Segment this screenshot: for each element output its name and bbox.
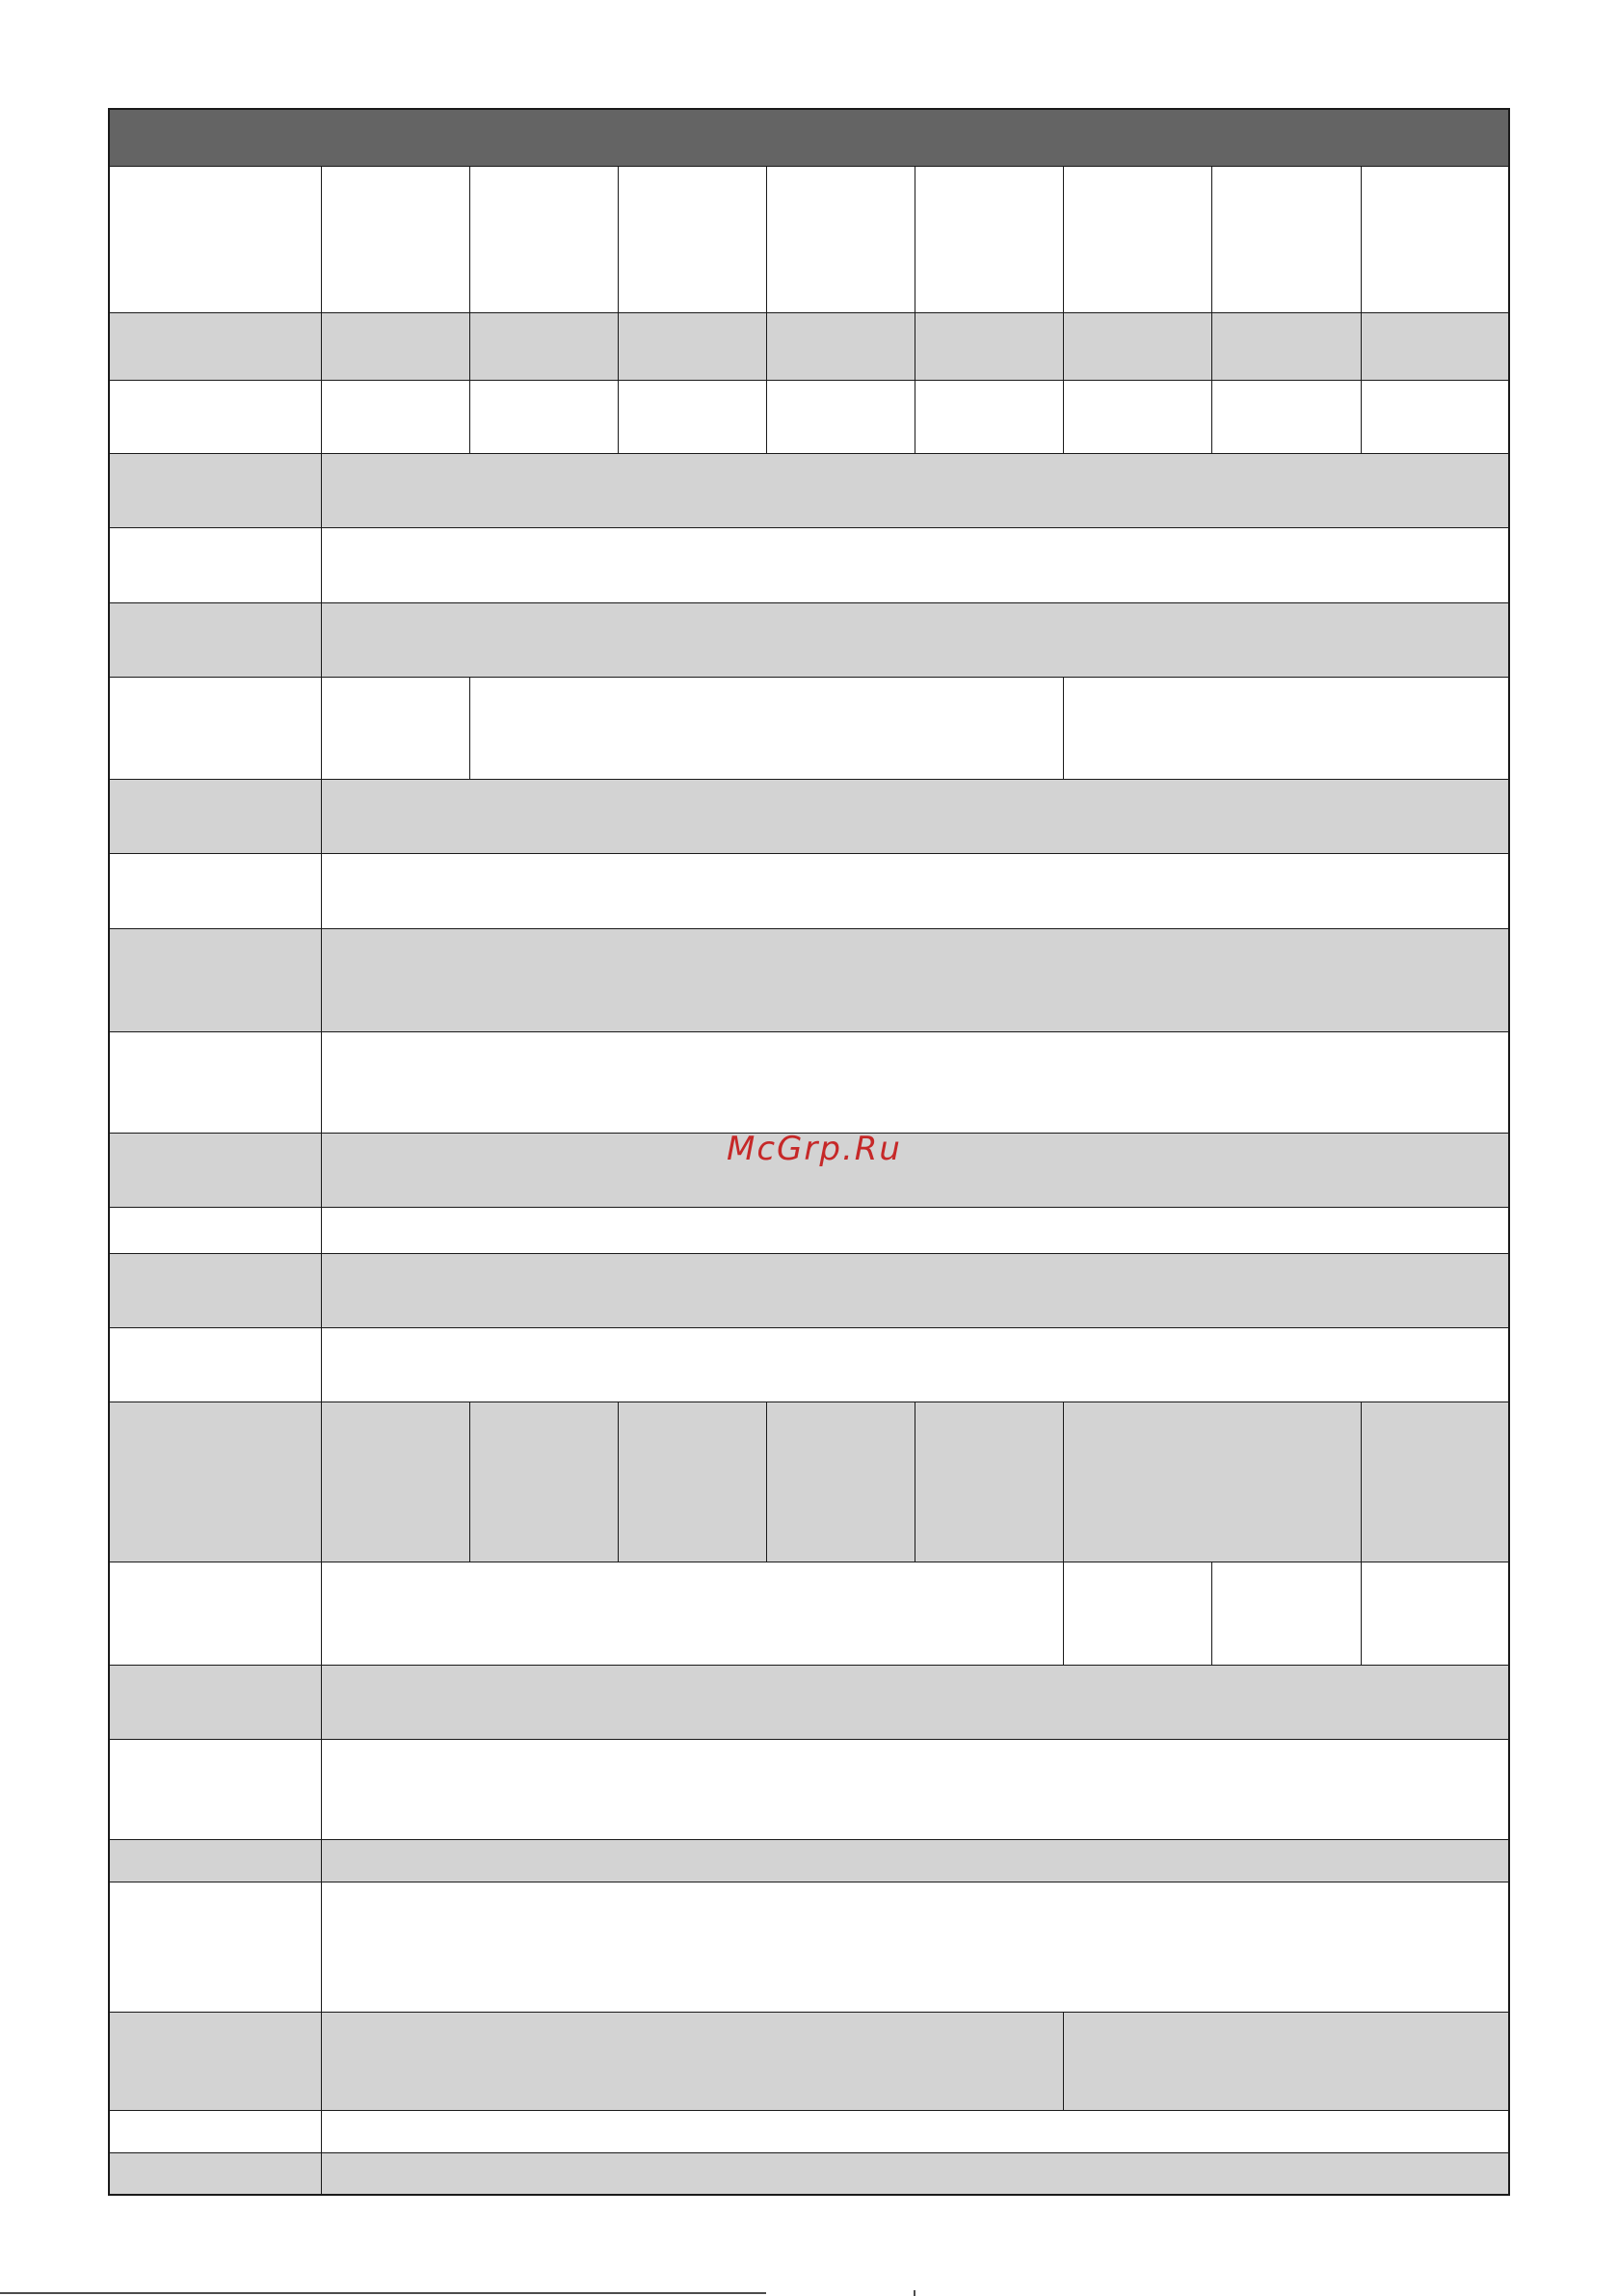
row-label-cell [108, 1739, 322, 1840]
table-cell [1211, 1562, 1362, 1666]
table-cell [321, 1882, 1510, 2013]
table-cell [766, 312, 915, 381]
table-cell [321, 779, 1510, 854]
row-label-cell [108, 928, 322, 1032]
table-cell [915, 1402, 1064, 1562]
row-label-cell [108, 1327, 322, 1402]
row-label-cell [108, 853, 322, 929]
table-cell [469, 1402, 619, 1562]
table-cell [469, 166, 619, 313]
table-cell [321, 1327, 1510, 1402]
table-cell [1063, 677, 1510, 780]
row-label-cell [108, 677, 322, 780]
table-cell [618, 1402, 767, 1562]
table-cell [1211, 380, 1362, 454]
table-cell [1361, 1562, 1510, 1666]
row-label-cell [108, 1402, 322, 1562]
table-cell [469, 380, 619, 454]
table-cell [618, 312, 767, 381]
table-cell [1361, 1402, 1510, 1562]
footer-rule [0, 2292, 766, 2294]
table-cell [321, 853, 1510, 929]
row-label-cell [108, 1031, 322, 1134]
table-cell [321, 1207, 1510, 1254]
table-cell [321, 602, 1510, 678]
row-label-cell [108, 2110, 322, 2153]
table-cell [321, 380, 470, 454]
table-cell [321, 677, 470, 780]
table-cell [469, 312, 619, 381]
row-label-cell [108, 1562, 322, 1666]
table-cell [321, 1739, 1510, 1840]
table-cell [766, 166, 915, 313]
table-cell [1361, 380, 1510, 454]
row-label-cell [108, 2012, 322, 2111]
watermark: McGrp.Ru [727, 1130, 902, 1168]
table-cell [915, 312, 1064, 381]
table-cell [915, 380, 1064, 454]
row-label-cell [108, 1207, 322, 1254]
row-label-cell [108, 312, 322, 381]
table-cell [1361, 312, 1510, 381]
table-cell [321, 928, 1510, 1032]
table-cell [321, 2012, 1064, 2111]
table-cell [321, 166, 470, 313]
table-cell [321, 1253, 1510, 1328]
table-cell [1063, 312, 1212, 381]
table-cell [1361, 166, 1510, 313]
table-cell [321, 1839, 1510, 1882]
table-cell [915, 166, 1064, 313]
row-label-cell [108, 779, 322, 854]
row-label-cell [108, 602, 322, 678]
table-cell [469, 677, 1064, 780]
table-cell [321, 453, 1510, 528]
table-cell [321, 527, 1510, 603]
row-label-cell [108, 527, 322, 603]
table-cell [766, 1402, 915, 1562]
row-label-cell [108, 1133, 322, 1208]
table-cell [618, 380, 767, 454]
table-header-bar [108, 108, 1509, 167]
row-label-cell [108, 2152, 322, 2196]
table-cell [618, 166, 767, 313]
table-cell [1063, 380, 1212, 454]
table-cell [1211, 166, 1362, 313]
row-label-cell [108, 453, 322, 528]
table-cell [1063, 166, 1212, 313]
table-cell [1063, 2012, 1510, 2111]
row-label-cell [108, 1665, 322, 1740]
row-label-cell [108, 1839, 322, 1882]
row-label-cell [108, 1882, 322, 2013]
table-cell [1063, 1562, 1212, 1666]
footer-tick-mark [914, 2290, 915, 2296]
table-cell [766, 380, 915, 454]
table-cell [321, 1665, 1510, 1740]
table-cell [321, 1031, 1510, 1134]
table-cell [321, 2152, 1510, 2196]
table-cell [321, 2110, 1510, 2153]
table-cell [321, 312, 470, 381]
row-label-cell [108, 380, 322, 454]
row-label-cell [108, 1253, 322, 1328]
row-label-cell [108, 166, 322, 313]
table-cell [321, 1402, 470, 1562]
table-cell [321, 1562, 1064, 1666]
table-cell [1063, 1402, 1362, 1562]
table-cell [1211, 312, 1362, 381]
